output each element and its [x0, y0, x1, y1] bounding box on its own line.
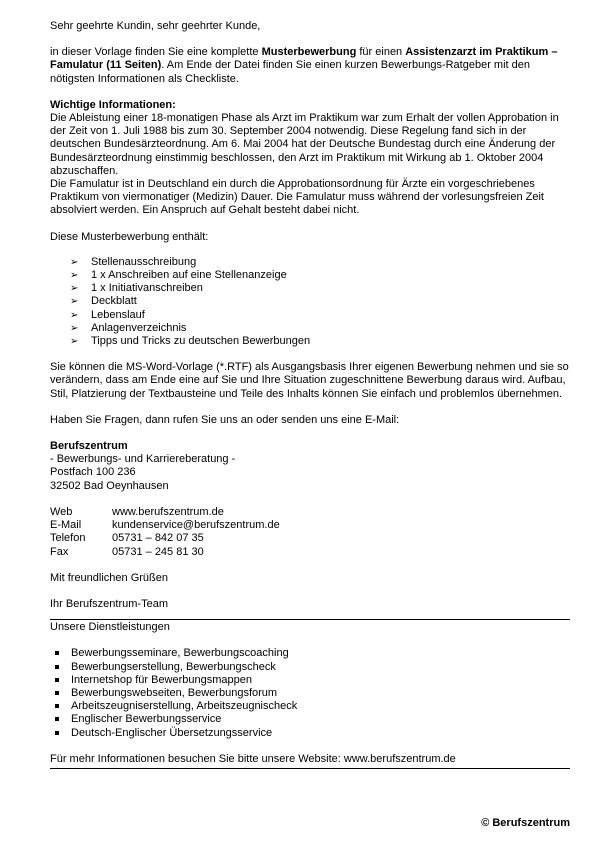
- arrow-bullet-icon: ➢: [70, 336, 79, 348]
- list-item: ➢ Deckblatt: [70, 295, 137, 308]
- company-city: 32502 Bad Oeynhausen: [50, 479, 169, 492]
- square-bullet-icon: [55, 665, 59, 669]
- square-bullet-icon: [55, 717, 59, 721]
- intro-bold-2: Assistenzarzt im Praktikum – Famulatur (11 Seiten): [50, 46, 558, 72]
- contents-list: [50, 256, 570, 348]
- contact-label: E-Mail: [50, 519, 82, 532]
- intro-text-3: . Am Ende der Datei finden Sie einen kurzen Bewerbungs-Ratgeber mit den nötigsten Informationen als Checkliste.: [50, 59, 530, 85]
- contact-row-phone: [50, 532, 570, 545]
- square-bullet-icon: [55, 678, 59, 682]
- list-item: Englischer Bewerbungsservice: [54, 713, 570, 726]
- list-item: Bewerbungserstellung, Bewerbungscheck: [54, 661, 570, 674]
- intro-text-1: in dieser Vorlage finden Sie eine komplette: [50, 46, 262, 59]
- contact-row-web: [50, 506, 570, 519]
- greeting: Sehr geehrte Kundin, sehr geehrter Kunde,: [50, 20, 261, 32]
- intro-paragraph: [50, 46, 570, 86]
- usage-paragraph: Sie können die MS-Word-Vorlage (*.RTF) als Ausgangsbasis Ihrer eigenen Bewerbung nehmen und sie so verändern, dass am Ende eine auf Sie und Ihre Situation zugeschnittene Bewerbung daraus wird. Aufbau, Stil, Platzierung der Textbausteine und Teile des Inhalts können Sie einfach und problemlos übernehmen.: [50, 361, 569, 400]
- company-tagline: - Bewerbungs- und Karriereberatung -: [50, 453, 236, 466]
- email-link[interactable]: kundenservice@berufszentrum.de: [112, 519, 280, 532]
- services-heading: Unsere Dienstleistungen: [50, 621, 170, 634]
- square-bullet-icon: [55, 731, 59, 735]
- list-item: ➢ 1 x Initiativanschreiben: [70, 282, 203, 295]
- list-item: Bewerbungswebseiten, Bewerbungsforum: [54, 687, 570, 700]
- square-bullet-icon: [55, 691, 59, 695]
- closing: Mit freundlichen Grüßen: [50, 571, 168, 584]
- fax-number: 05731 – 245 81 30: [112, 545, 204, 558]
- important-heading: Wichtige Informationen:: [50, 98, 176, 111]
- list-item: ➢ Stellenausschreibung: [70, 255, 197, 268]
- list-item: Bewerbungsseminare, Bewerbungscoaching: [54, 647, 570, 660]
- letter-page: [50, 20, 570, 769]
- intro-text-2: für einen: [356, 46, 406, 59]
- questions-paragraph: Haben Sie Fragen, dann rufen Sie uns an oder senden uns eine E-Mail:: [50, 413, 400, 426]
- arrow-bullet-icon: ➢: [70, 270, 79, 282]
- list-item: ➢ Tipps und Tricks zu deutschen Bewerbungen: [70, 335, 311, 348]
- contact-label: Fax: [50, 545, 69, 558]
- list-item: ➢ Anlagenverzeichnis: [70, 321, 187, 334]
- arrow-bullet-icon: ➢: [70, 309, 79, 321]
- list-item: ➢ 1 x Anschreiben auf eine Stellenanzeige: [70, 269, 287, 282]
- more-info-text: Für mehr Informationen besuchen Sie bitte unsere Website: www.berufszentrum.de: [50, 752, 456, 765]
- list-item: ➢ Lebenslauf: [70, 308, 145, 321]
- list-item: Deutsch-Englischer Übersetzungsservice: [54, 727, 570, 740]
- important-paragraph-1: Die Ableistung einer 18-monatigen Phase als Arzt im Praktikum war zum Erhalt der vollen Approbation in der Zeit von 1. Juli 1988 bis zum 30. September 2004 notwendig. Diese Regelung fand sich in der deutschen Bundesärzteordnung. Am 6. Mai 2004 hat der Deutsche Bundestag durch eine Änderung der Bundesärzteordnung einstimmig beschlossen, den Arzt im Praktikum mit Wirkung ab 1. Oktober 2004 abzuschaffen.: [50, 112, 559, 177]
- phone-number: 05731 – 842 07 35: [112, 532, 204, 545]
- arrow-bullet-icon: ➢: [70, 296, 79, 308]
- web-link[interactable]: www.berufszentrum.de: [112, 505, 224, 518]
- contact-label: Web: [50, 505, 73, 518]
- intro-bold-1: Musterbewerbung: [261, 46, 357, 59]
- contents-intro: Diese Musterbewerbung enthält:: [50, 230, 209, 243]
- contact-row-fax: [50, 546, 570, 559]
- list-item: Arbeitszeugniserstellung, Arbeitszeugnischeck: [54, 700, 570, 713]
- arrow-bullet-icon: ➢: [70, 283, 79, 295]
- arrow-bullet-icon: ➢: [70, 256, 79, 268]
- arrow-bullet-icon: ➢: [70, 322, 79, 334]
- square-bullet-icon: [55, 704, 59, 708]
- contact-label: Telefon: [50, 532, 86, 545]
- contact-row-email: [50, 519, 570, 532]
- copyright-text: © Berufszentrum: [481, 817, 570, 829]
- company-street: Postfach 100 236: [50, 466, 136, 479]
- signature: Ihr Berufszentrum-Team: [50, 597, 168, 610]
- list-item: Internetshop für Bewerbungsmappen: [54, 674, 570, 687]
- services-list: [50, 647, 570, 739]
- company-name: Berufszentrum: [50, 440, 128, 453]
- contact-block: [50, 506, 570, 559]
- square-bullet-icon: [55, 651, 59, 655]
- important-paragraph-2: Die Famulatur ist in Deutschland ein durch die Approbationsordnung für Ärzte ein vorgeschriebenes Praktikum von viermonatiger (Medizin) Dauer. Die Famulatur muss während der vorlesungsfreien Zeit absolviert werden. Ein Anspruch auf Gehalt besteht dabei nicht.: [50, 178, 544, 217]
- section-divider: [50, 619, 570, 620]
- footer-divider: [50, 768, 570, 769]
